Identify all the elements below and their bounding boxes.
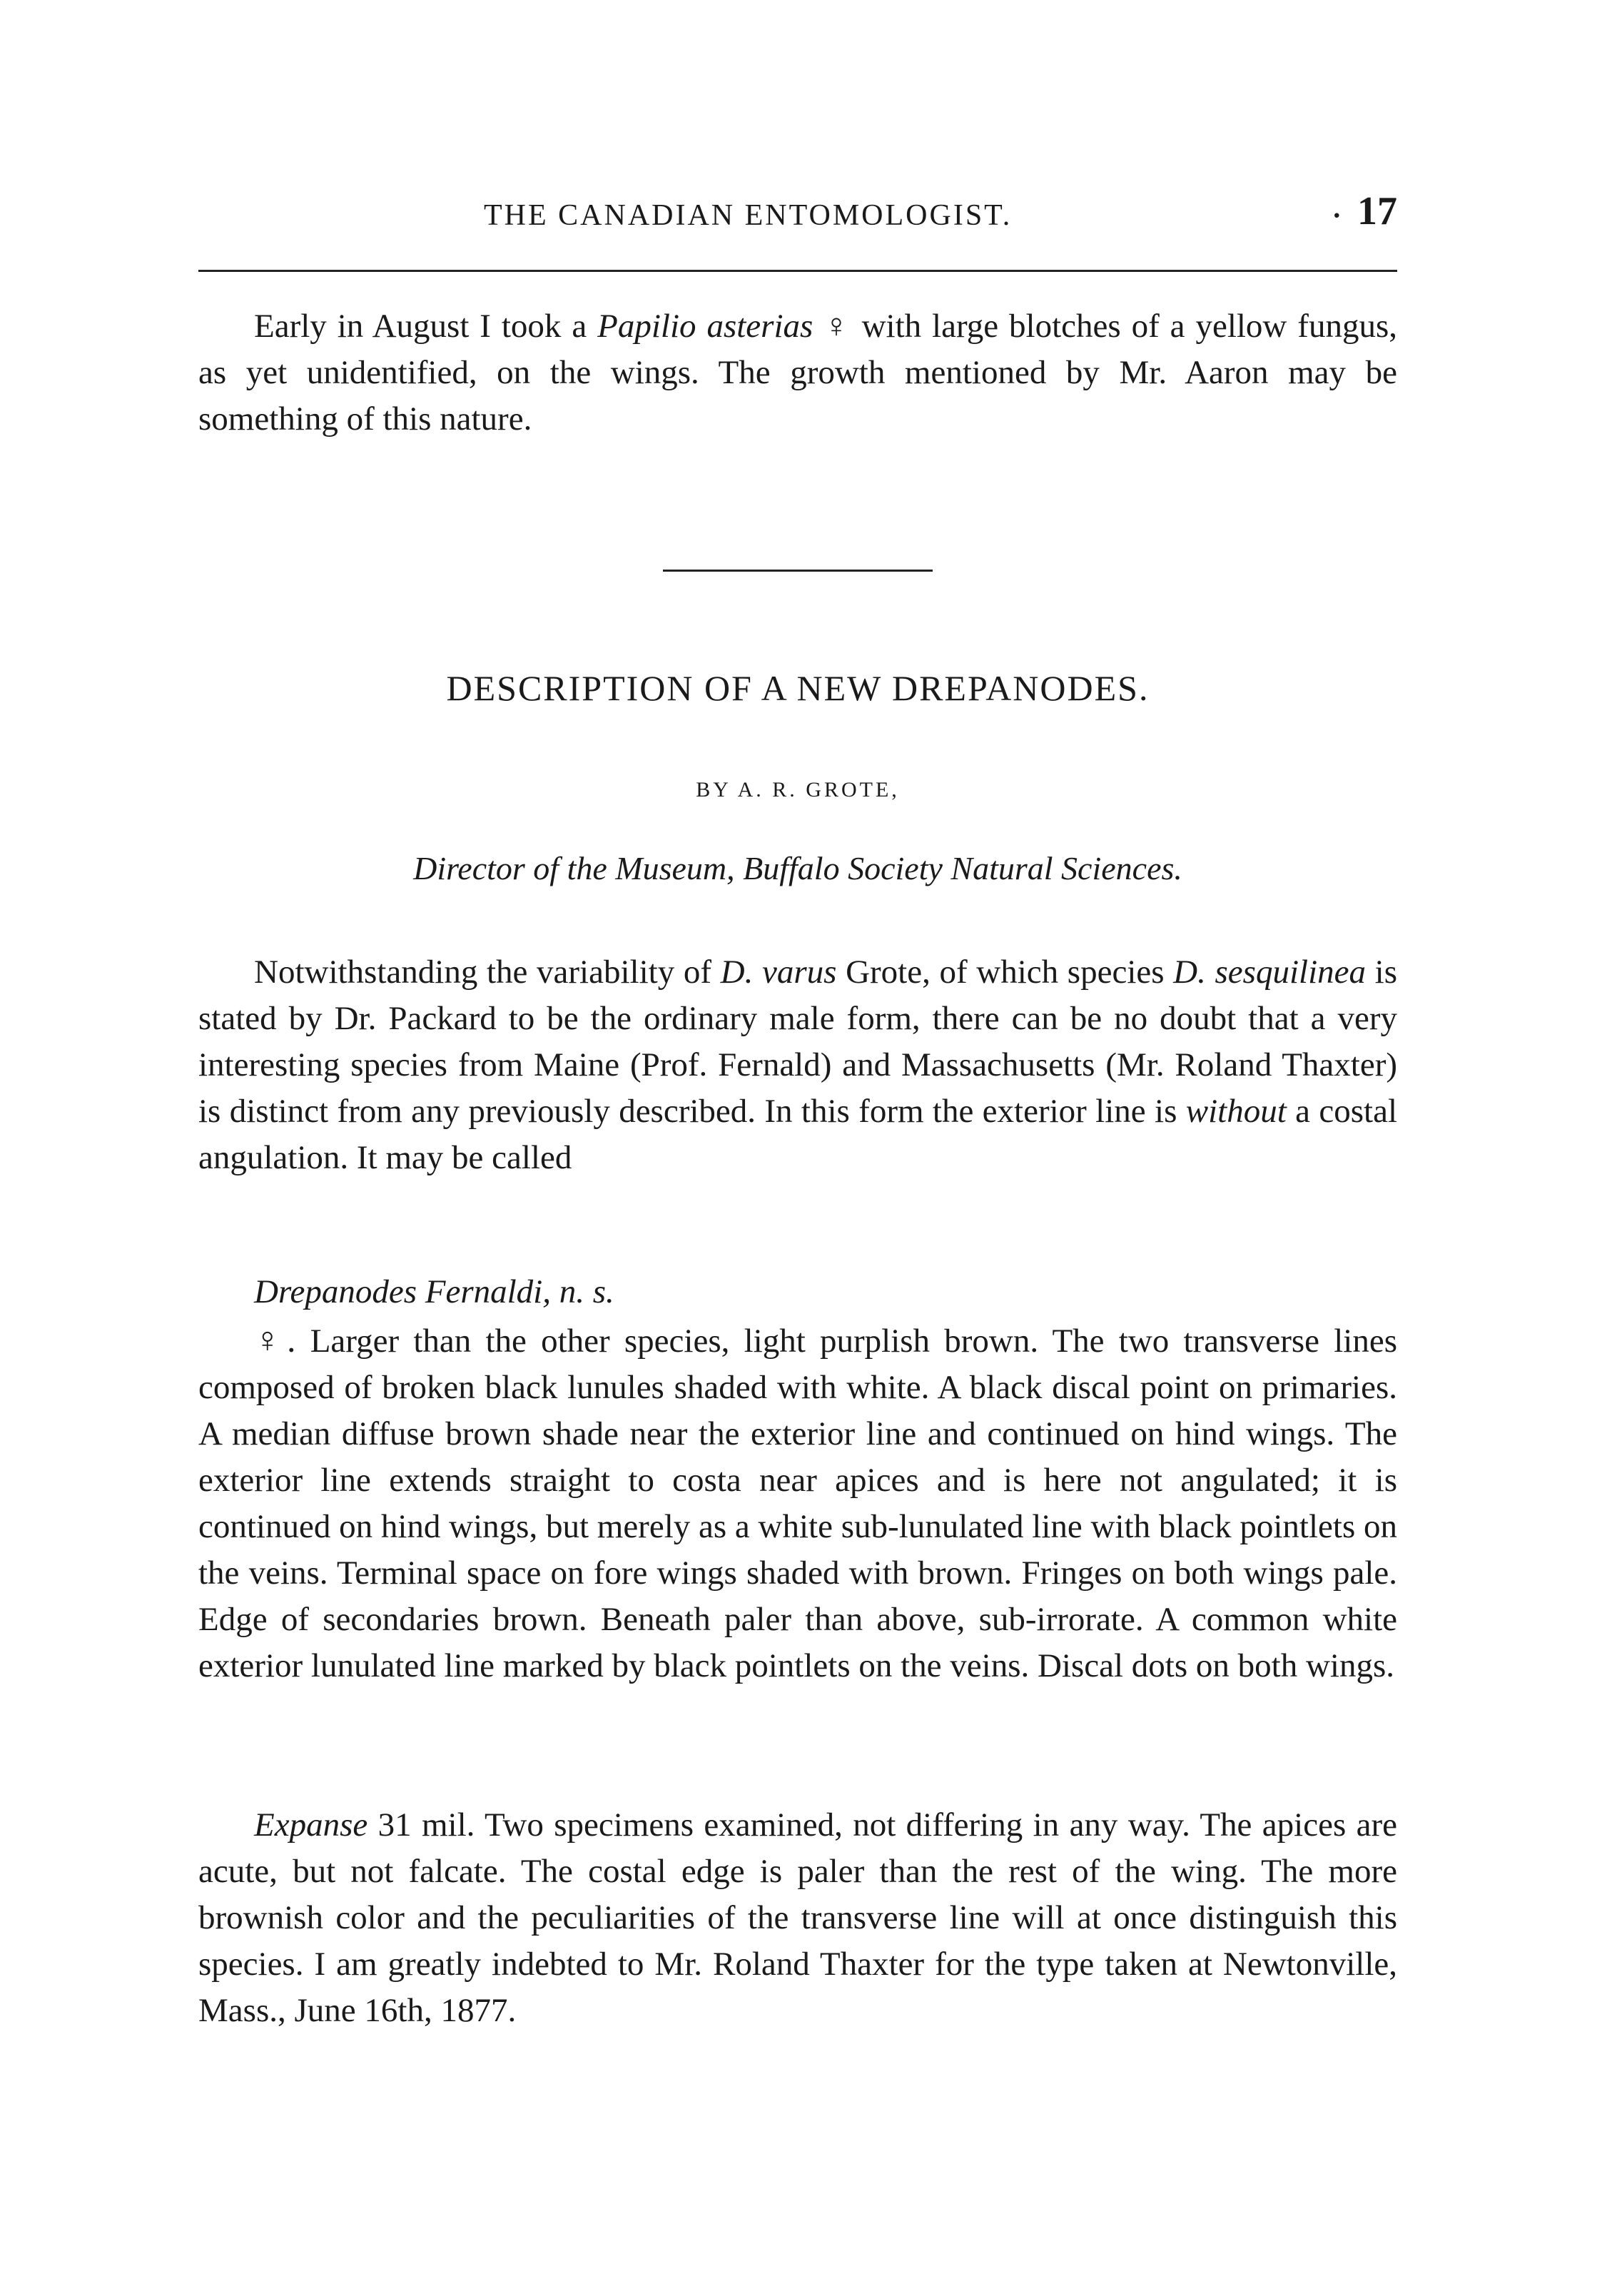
article-byline: BY A. R. GROTE, <box>696 778 900 801</box>
article-title: DESCRIPTION OF A NEW DREPANODES. <box>446 668 1150 708</box>
running-header <box>198 191 1397 241</box>
body1-species-2: D. sesquilinea <box>1173 954 1366 991</box>
description-text: Larger than the other species, light purplish brown. The two transverse lines composed of broken black lunules shaded with white. A black discal point on primaries. A median diffuse brown shade near the exterior line and continued on hind wings. The exterior line extends straight to costa near apices and is here not angulated; it is continued on hind wings, but merely as a white sub-lunulated line with black pointlets on the veins. Terminal space on fore wings shaded with brown. Fringes on both wings pale. Edge of secondaries brown. Beneath paler than above, sub-irrorate. A common white exterior lunulated line marked by black pointlets on the veins. Discal dots on both wings. <box>198 1323 1398 1684</box>
body1-text-4: a costal angulation. It may be called <box>198 1093 1397 1176</box>
header-rule <box>198 270 1397 272</box>
intro-paragraph <box>198 303 1397 442</box>
intro-species-name: Papilio asterias <box>597 308 813 345</box>
female-symbol: ♀. <box>254 1320 296 1360</box>
expanse-label: Expanse <box>254 1806 368 1844</box>
intro-text-1: Early in August I took a <box>254 308 598 345</box>
section-separator-rule <box>663 570 933 572</box>
body1-text-2: Grote, of which species <box>836 954 1174 991</box>
author-affiliation: Director of the Museum, Buffalo Society Natural Sciences. <box>413 850 1182 886</box>
description-paragraph <box>198 1317 1397 1689</box>
body1-text-1: Notwithstanding the variability of <box>254 954 721 991</box>
body1-species-1: D. varus <box>720 954 837 991</box>
expanse-text: 31 mil. Two specimens examined, not differing in any way. The apices are acute, but not falcate. The costal edge is paler than the rest of the wing. The more brownish color and the peculiarities of the transverse line will at once distinguish this species. I am greatly indebted to Mr. Roland Thaxter for the type taken at Newtonville, Mass., June 16th, 1877. <box>198 1806 1397 2029</box>
species-heading: Drepanodes Fernaldi, n. s. <box>254 1273 614 1310</box>
intro-text-2: ♀ with large blotches of a yellow fungus, as yet unidentified, on the wings. The growth mentioned by Mr. Aaron may be something of this nature. <box>198 308 1397 438</box>
body-paragraph-1 <box>198 949 1397 1181</box>
expanse-paragraph <box>198 1802 1397 2034</box>
body1-emphasis: without <box>1185 1093 1287 1130</box>
running-title: THE CANADIAN ENTOMOLOGIST. <box>484 199 1013 232</box>
page <box>198 0 1397 2296</box>
page-number-dot: · <box>1332 198 1342 231</box>
page-number-block <box>1332 188 1397 234</box>
body1-text-3: is stated by Dr. Packard to be the ordinary male form, there can be no doubt that a very interesting species from Maine (Prof. Fernald) and Massachusetts (Mr. Roland Thaxter) is distinct from any previously described. In this form the exterior line is <box>198 954 1397 1130</box>
page-number: 17 <box>1357 189 1397 233</box>
